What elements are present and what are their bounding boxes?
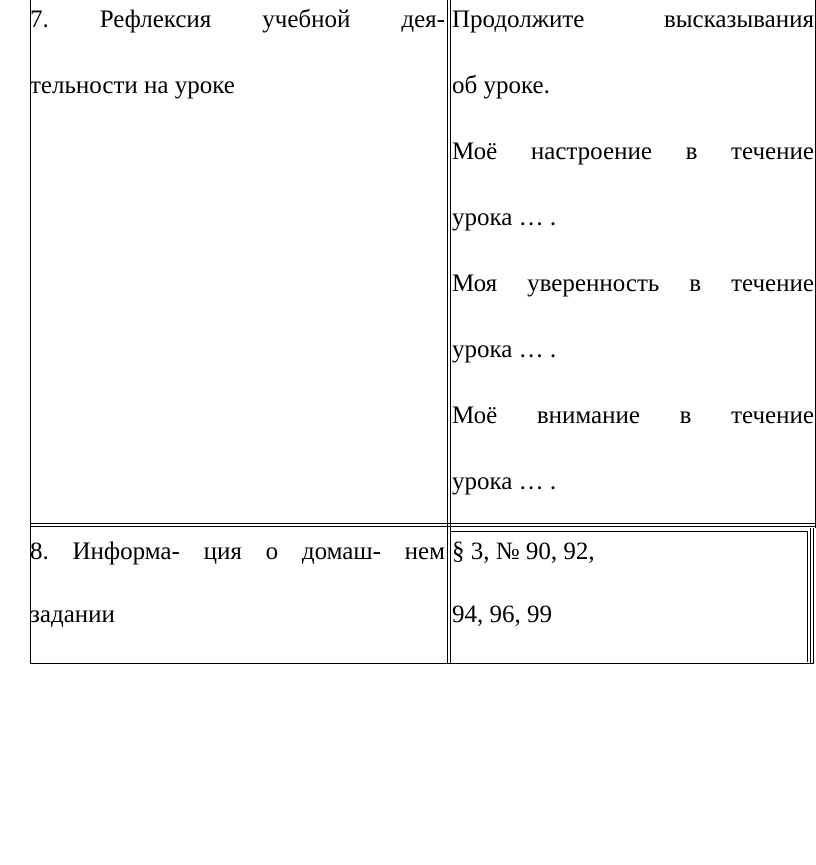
content-word: течение (731, 402, 814, 429)
row-7-step-line-1 (30, 5, 445, 35)
content-word: Моё (452, 138, 498, 165)
content-word: настроение (530, 138, 652, 165)
step-word: ция (203, 538, 242, 565)
content-word: Моё (452, 402, 498, 429)
row-7-content-line-5 (452, 269, 814, 299)
content-word: высказывания (663, 6, 814, 33)
row-7-content-line-1 (452, 5, 814, 35)
row-7-content-line-2: об уроке. (452, 72, 550, 99)
row-divider (30, 526, 816, 527)
content-word: Продолжите (452, 6, 585, 33)
row-7-content-line-7 (452, 401, 814, 431)
table-border-right (813, 528, 814, 664)
content-word: внимание (536, 402, 640, 429)
row-7-step-line-2: тельности на уроке (30, 72, 235, 99)
inner-cell-top (450, 531, 808, 532)
row-7-content-line-6: урока … . (452, 336, 557, 363)
row-divider (30, 523, 816, 524)
row-8-content-line-2: 94, 96, 99 (452, 601, 552, 628)
content-word: течение (731, 138, 814, 165)
content-word: в (685, 138, 698, 165)
step-word: о (265, 538, 279, 565)
row-7-content-line-4: урока … . (452, 204, 557, 231)
content-word: уверенность (527, 270, 660, 297)
step-word: дея- (401, 6, 445, 33)
row-7-content-line-3 (452, 137, 814, 167)
step-word: Информа- (72, 538, 180, 565)
content-word: течение (731, 270, 814, 297)
row-8-content-line-1: § 3, № 90, 92, (452, 538, 595, 565)
table-border-bottom (30, 663, 814, 664)
step-word: 8. (30, 538, 49, 565)
step-word: Рефлексия (99, 6, 212, 33)
content-word: в (689, 270, 702, 297)
step-word: 7. (30, 6, 49, 33)
step-word: нем (404, 538, 445, 565)
row-8-step-line-2: задании (30, 601, 115, 628)
column-divider (450, 0, 451, 664)
content-word: Моя (452, 270, 498, 297)
content-word: в (679, 402, 692, 429)
step-word: учебной (262, 6, 351, 33)
step-word: домаш- (301, 538, 381, 565)
table-border-right (810, 528, 811, 664)
row-8-step-line-1 (30, 537, 445, 567)
row-7-content-line-8: урока … . (452, 468, 557, 495)
column-divider (447, 0, 448, 664)
inner-cell-right (807, 531, 808, 662)
